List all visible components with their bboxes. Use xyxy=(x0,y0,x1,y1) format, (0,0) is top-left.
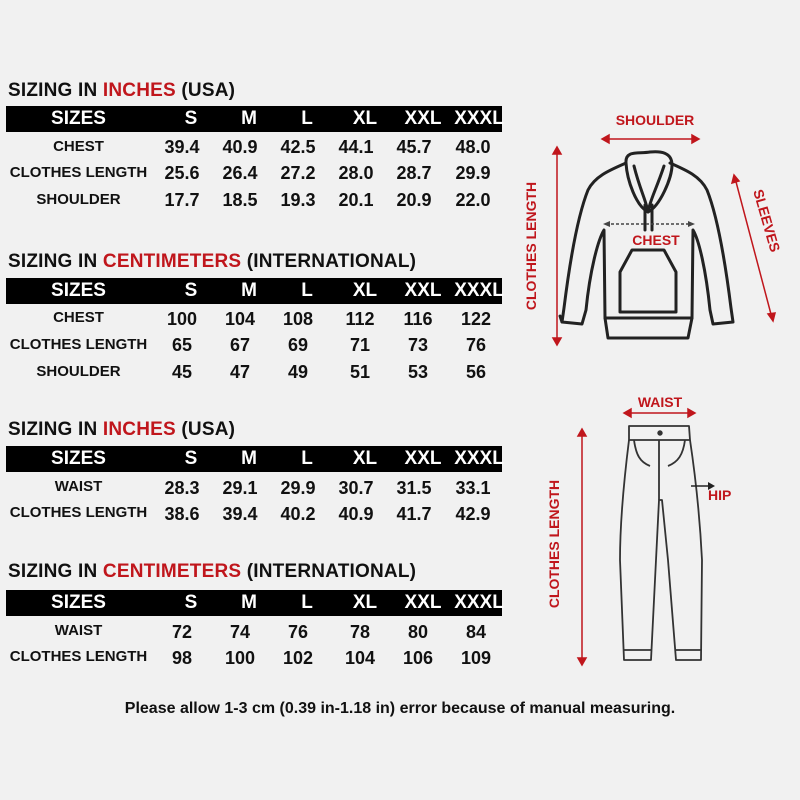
cell-value: 76 xyxy=(287,622,309,642)
size-header-row xyxy=(6,446,502,472)
row-label: WAIST xyxy=(54,478,103,495)
size-table-cm-tops xyxy=(0,249,520,389)
cell-value: 71 xyxy=(349,335,371,355)
cell-value: 42.9 xyxy=(455,504,491,524)
row-label: CLOTHES LENGTH xyxy=(9,164,148,181)
section-title: SIZING IN CENTIMETERS (INTERNATIONAL) xyxy=(8,561,417,582)
measure-lines xyxy=(578,409,715,665)
cell-value: 104 xyxy=(344,648,376,668)
cell-value: 48.0 xyxy=(455,137,491,157)
cell-value: 74 xyxy=(229,622,251,642)
cell-value: 30.7 xyxy=(338,478,374,498)
size-l: L xyxy=(301,108,313,129)
size-header-row xyxy=(6,590,502,616)
header-label: SIZES xyxy=(51,592,106,613)
size-l: L xyxy=(301,592,313,613)
header-label: SIZES xyxy=(51,280,106,301)
cell-value: 41.7 xyxy=(396,504,432,524)
cell-value: 122 xyxy=(460,309,492,329)
row-label: CLOTHES LENGTH xyxy=(9,336,148,353)
cell-value: 78 xyxy=(349,622,371,642)
size-header-row xyxy=(6,106,502,132)
cell-value: 19.3 xyxy=(280,190,316,210)
size-xxxl: XXXL xyxy=(454,448,504,469)
cell-value: 102 xyxy=(282,648,314,668)
cell-value: 51 xyxy=(349,362,371,382)
section-title: SIZING IN CENTIMETERS (INTERNATIONAL) xyxy=(8,251,417,272)
cell-value: 45 xyxy=(171,362,193,382)
size-xxxl: XXXL xyxy=(454,592,504,613)
size-xl: XL xyxy=(352,280,378,301)
cell-value: 25.6 xyxy=(164,163,200,183)
size-xxl: XXL xyxy=(404,108,442,129)
cell-value: 20.1 xyxy=(338,190,374,210)
size-s: S xyxy=(184,592,198,613)
cell-value: 69 xyxy=(287,335,309,355)
cell-value: 49 xyxy=(287,362,309,382)
waist-label: WAIST xyxy=(637,394,683,410)
cell-value: 56 xyxy=(465,362,487,382)
cell-value: 29.9 xyxy=(280,478,316,498)
cell-value: 44.1 xyxy=(338,137,374,157)
size-table-inches-tops xyxy=(0,78,520,218)
row-label: CHEST xyxy=(53,309,104,326)
hip-label: HIP xyxy=(708,487,732,503)
cell-value: 39.4 xyxy=(222,504,258,524)
cell-value: 20.9 xyxy=(396,190,432,210)
cell-value: 84 xyxy=(465,622,487,642)
pants-diagram xyxy=(540,390,770,680)
cell-value: 42.5 xyxy=(280,137,316,157)
size-table-cm-pants xyxy=(0,561,520,671)
section-title: SIZING IN INCHES (USA) xyxy=(8,80,236,101)
size-xxxl: XXXL xyxy=(454,108,504,129)
cell-value: 76 xyxy=(465,335,487,355)
size-xl: XL xyxy=(352,592,378,613)
cell-value: 22.0 xyxy=(455,190,491,210)
row-label: SHOULDER xyxy=(36,363,121,380)
cell-value: 39.4 xyxy=(164,137,200,157)
cell-value: 109 xyxy=(460,648,492,668)
size-m: M xyxy=(241,108,257,129)
cell-value: 116 xyxy=(403,309,433,329)
size-l: L xyxy=(301,280,313,301)
cell-value: 40.9 xyxy=(338,504,374,524)
hoodie-diagram xyxy=(515,100,800,360)
size-xxl: XXL xyxy=(404,280,442,301)
section-title: SIZING IN INCHES (USA) xyxy=(8,419,236,440)
size-xxl: XXL xyxy=(404,448,442,469)
cell-value: 17.7 xyxy=(164,190,200,210)
cell-value: 28.3 xyxy=(164,478,200,498)
sleeves-label: SLEEVES xyxy=(750,187,784,254)
row-label: CLOTHES LENGTH xyxy=(9,504,148,521)
cell-value: 67 xyxy=(229,335,251,355)
cell-value: 40.9 xyxy=(222,137,258,157)
cell-value: 72 xyxy=(171,622,193,642)
size-m: M xyxy=(241,592,257,613)
cell-value: 73 xyxy=(407,335,429,355)
cell-value: 27.2 xyxy=(280,163,316,183)
cell-value: 33.1 xyxy=(455,478,491,498)
cell-value: 29.1 xyxy=(222,478,258,498)
size-table-inches-pants xyxy=(0,417,520,527)
clothes-length-label: CLOTHES LENGTH xyxy=(546,479,562,609)
cell-value: 108 xyxy=(282,309,314,329)
cell-value: 80 xyxy=(407,622,429,642)
cell-value: 100 xyxy=(224,648,256,668)
cell-value: 100 xyxy=(166,309,198,329)
row-label: SHOULDER xyxy=(36,191,121,208)
row-label: CHEST xyxy=(53,138,104,155)
size-m: M xyxy=(241,280,257,301)
chest-label: CHEST xyxy=(632,232,680,248)
cell-value: 104 xyxy=(224,309,256,329)
cell-value: 45.7 xyxy=(396,137,432,157)
cell-value: 47 xyxy=(229,362,251,382)
size-header-row xyxy=(6,278,502,304)
size-s: S xyxy=(184,108,198,129)
cell-value: 112 xyxy=(345,309,375,329)
cell-value: 38.6 xyxy=(164,504,200,524)
cell-value: 28.0 xyxy=(338,163,374,183)
size-s: S xyxy=(184,448,198,469)
shoulder-label: SHOULDER xyxy=(615,112,695,128)
cell-value: 18.5 xyxy=(222,190,258,210)
row-label: WAIST xyxy=(54,622,103,639)
cell-value: 106 xyxy=(402,648,434,668)
size-xxxl: XXXL xyxy=(454,280,504,301)
header-label: SIZES xyxy=(51,108,106,129)
cell-value: 53 xyxy=(407,362,429,382)
cell-value: 31.5 xyxy=(396,478,432,498)
cell-value: 98 xyxy=(171,648,193,668)
size-s: S xyxy=(184,280,198,301)
row-label: CLOTHES LENGTH xyxy=(9,648,148,665)
size-xl: XL xyxy=(352,108,378,129)
size-xl: XL xyxy=(352,448,378,469)
clothes-length-label: CLOTHES LENGTH xyxy=(523,181,539,311)
cell-value: 29.9 xyxy=(455,163,491,183)
measurement-error-note: Please allow 1-3 cm (0.39 in-1.18 in) error because of manual measuring. xyxy=(124,700,676,717)
size-m: M xyxy=(241,448,257,469)
cell-value: 40.2 xyxy=(280,504,316,524)
size-xxl: XXL xyxy=(404,592,442,613)
cell-value: 65 xyxy=(171,335,193,355)
header-label: SIZES xyxy=(51,448,106,469)
pants-outline xyxy=(620,426,702,660)
cell-value: 26.4 xyxy=(222,163,258,183)
size-l: L xyxy=(301,448,313,469)
cell-value: 28.7 xyxy=(396,163,432,183)
